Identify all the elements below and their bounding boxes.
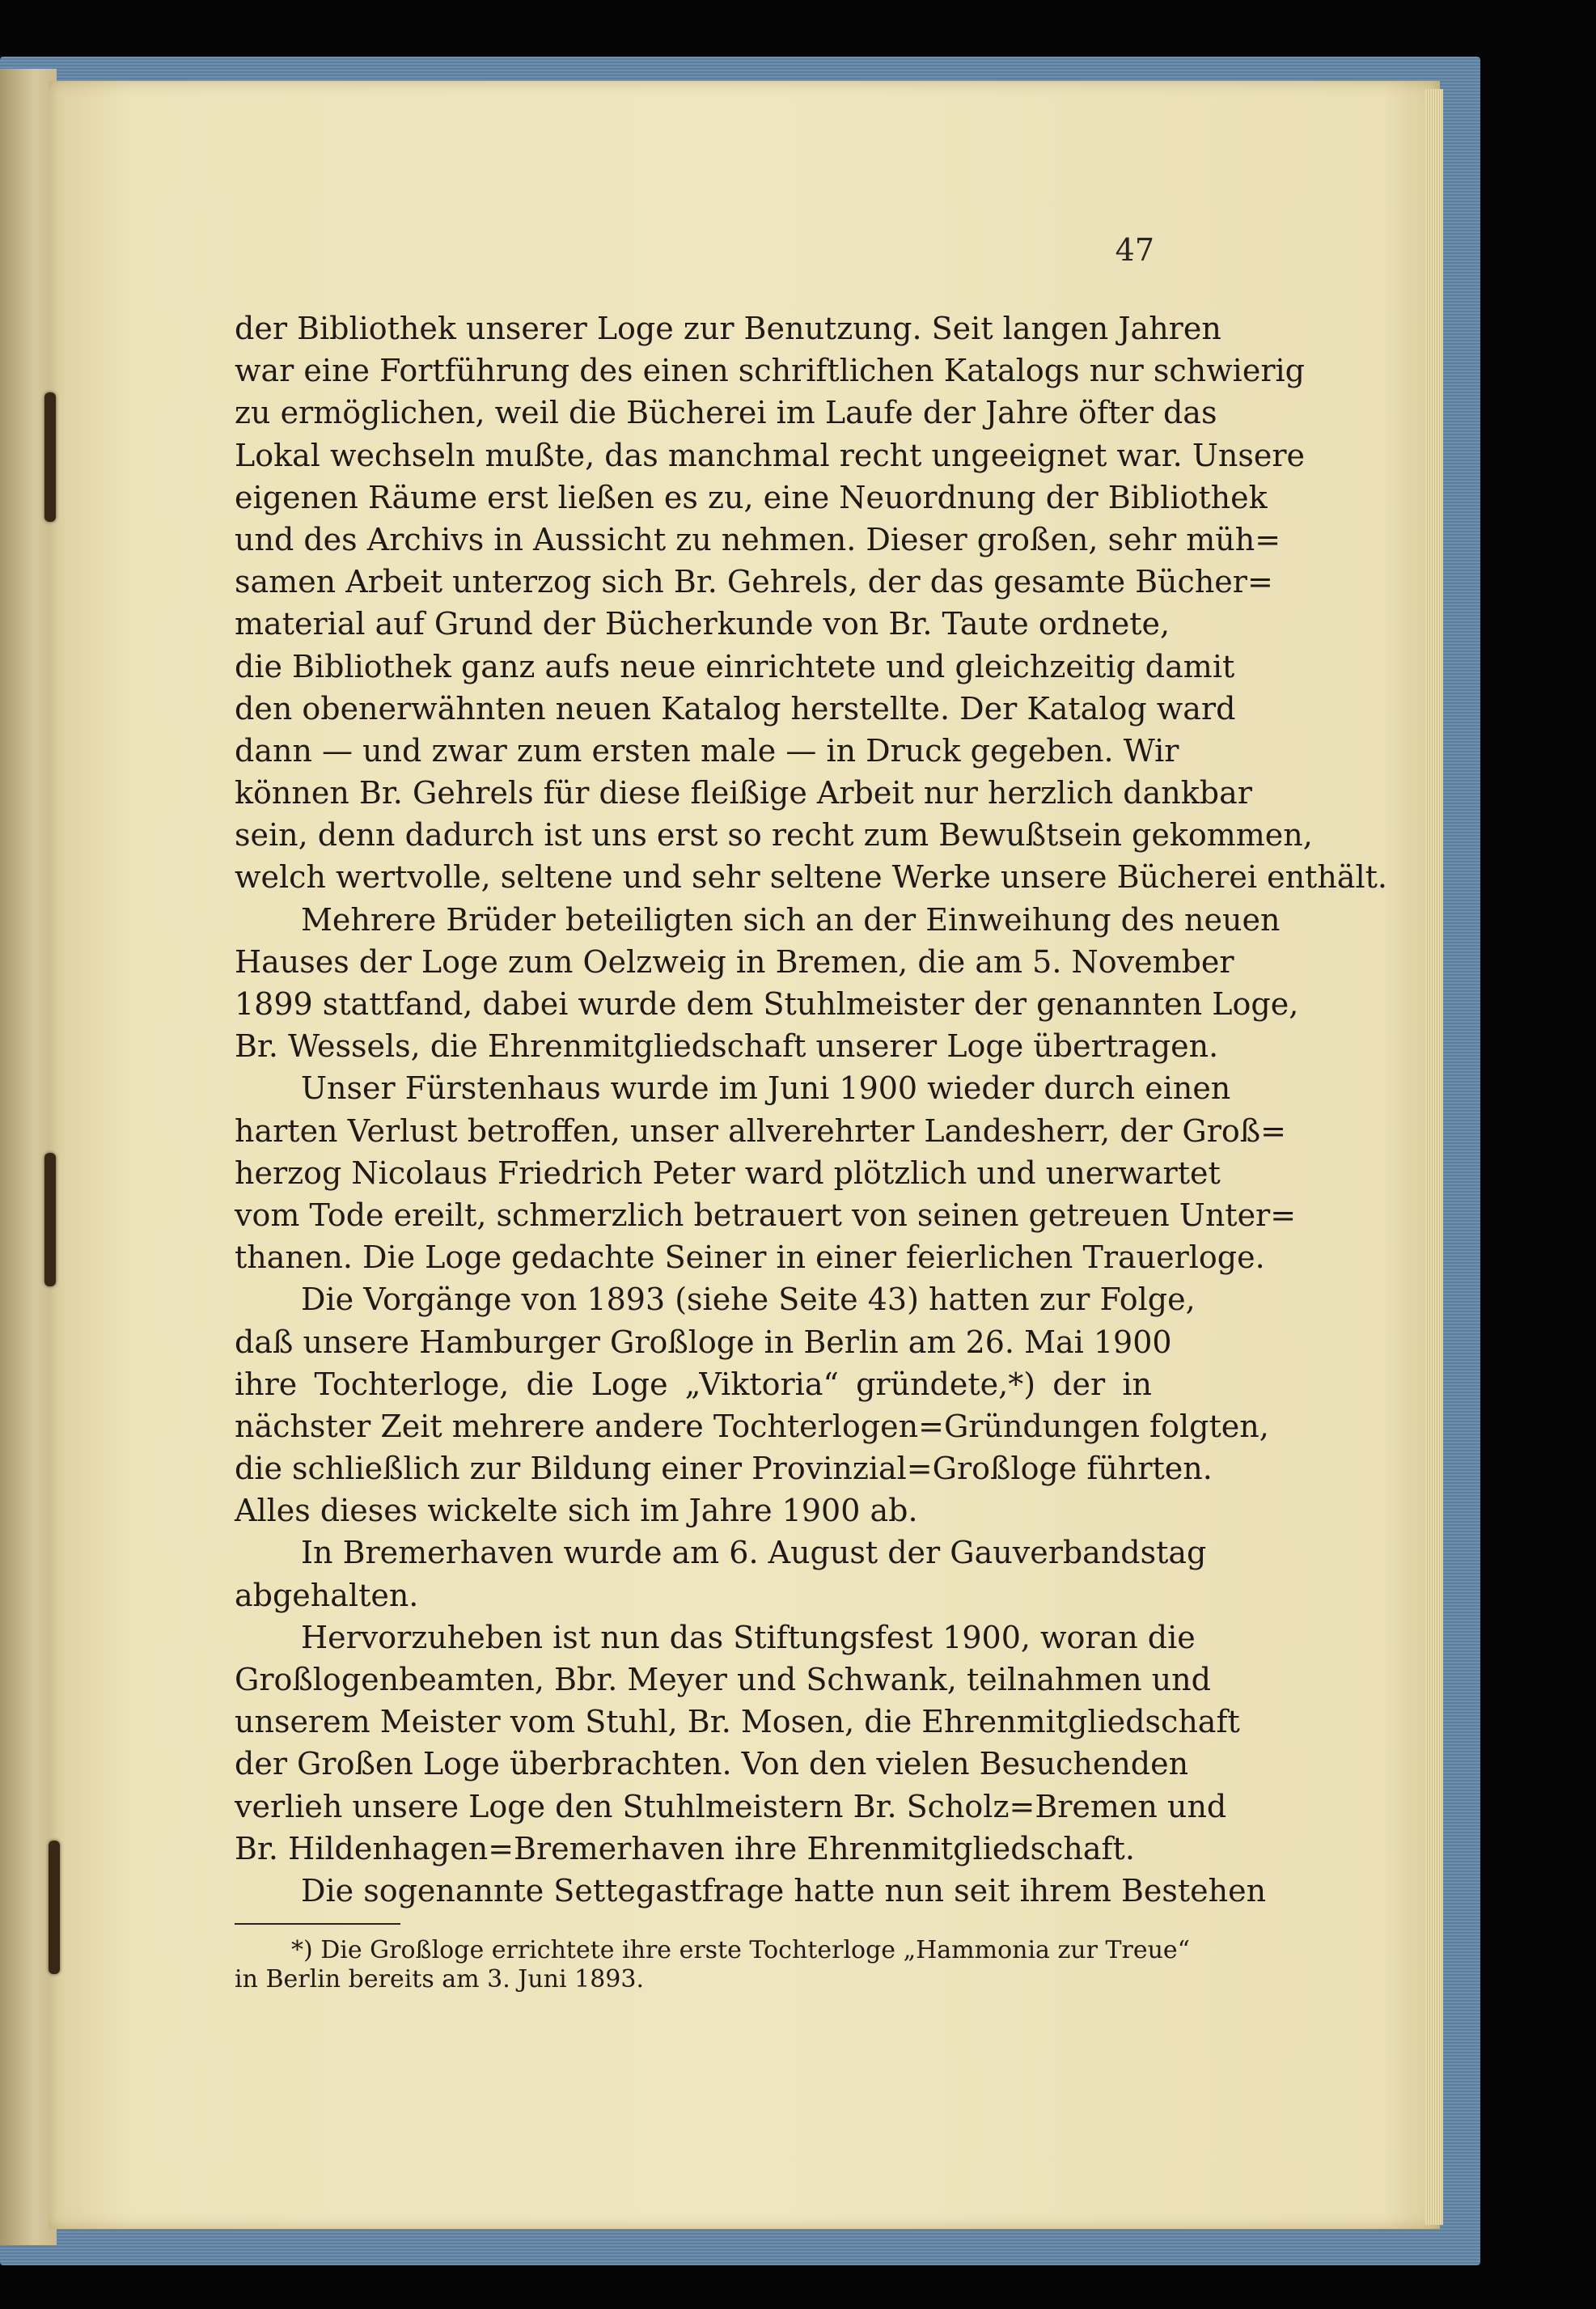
text-line: harten Verlust betroffen, unser allverehrter Landesherr, der Groß= (235, 1112, 1286, 1149)
text-line: samen Arbeit unterzog sich Br. Gehrels, der das gesamte Bücher= (235, 564, 1273, 600)
text-line: die Bibliothek ganz aufs neue einrichtete und gleichzeitig damit (235, 648, 1235, 684)
text-line: thanen. Die Loge gedachte Seiner in einer feierlichen Trauerloge. (235, 1239, 1265, 1276)
text-line: der Bibliothek unserer Loge zur Benutzung. Seit langen Jahren (235, 311, 1221, 346)
text-line: daß unsere Hamburger Großloge in Berlin am 26. Mai 1900 (235, 1324, 1172, 1360)
text-line: dann — und zwar zum ersten male — in Druck gegeben. Wir (235, 732, 1179, 769)
text-line: unserem Meister vom Stuhl, Br. Mosen, die Ehrenmitgliedschaft (235, 1704, 1240, 1740)
text-line: zu ermöglichen, weil die Bücherei im Laufe der Jahre öfter das (235, 395, 1217, 431)
text-line: vom Tode ereilt, schmerzlich betrauert von seinen getreuen Unter= (235, 1197, 1297, 1233)
page-number: 47 (1115, 232, 1154, 268)
page-block-edge (1425, 89, 1443, 2225)
text-line: Großlogenbeamten, Bbr. Meyer und Schwank, teilnahmen und (235, 1662, 1211, 1697)
text-line: Mehrere Brüder beteiligten sich an der Einweihung des neuen (301, 901, 1281, 938)
text-line: der Großen Loge überbrachten. Von den vielen Besuchenden (235, 1746, 1189, 1782)
text-line: welch wertvolle, seltene und sehr seltene Werke unsere Bücherei enthält. (235, 859, 1387, 896)
text-line: sein, denn dadurch ist uns erst so recht zum Bewußtsein gekommen, (235, 817, 1313, 854)
body-text (235, 307, 1387, 1912)
text-line: Hervorzuheben ist nun das Stiftungsfest 1900, woran die (301, 1619, 1196, 1655)
binding-thread (49, 1841, 60, 1974)
text-line: Die Vorgänge von 1893 (siehe Seite 43) hatten zur Folge, (301, 1282, 1196, 1318)
text-line: ihre Tochterloge, die Loge „Viktoria“ gründete,*) der in (235, 1366, 1152, 1402)
footnote-rule (235, 1923, 400, 1925)
text-line: Hauses der Loge zum Oelzweig in Bremen, die am 5. November (235, 943, 1234, 980)
binding-thread (44, 1153, 56, 1286)
footnote-line: *) Die Großloge errichtete ihre erste Tochterloge „Hammonia zur Treue“ (291, 1936, 1190, 1964)
text-line: abgehalten. (235, 1577, 419, 1613)
binding-thread (44, 392, 56, 522)
text-line: 1899 stattfand, dabei wurde dem Stuhlmeister der genannten Loge, (235, 986, 1299, 1022)
footnote-line: in Berlin bereits am 3. Juni 1893. (235, 1965, 644, 1993)
text-line: herzog Nicolaus Friedrich Peter ward plötzlich und unerwartet (235, 1154, 1221, 1191)
text-line: Alles dieses wickelte sich im Jahre 1900 ab. (235, 1493, 918, 1529)
text-line: In Bremerhaven wurde am 6. August der Gauverbandstag (301, 1535, 1207, 1571)
footnote (235, 1936, 1190, 1994)
text-line: nächster Zeit mehrere andere Tochterlogen=Gründungen folgten, (235, 1408, 1269, 1444)
text-line: material auf Grund der Bücherkunde von Br. Taute ordnete, (235, 606, 1171, 642)
text-line: Unser Fürstenhaus wurde im Juni 1900 wieder durch einen (301, 1070, 1231, 1107)
text-line: war eine Fortführung des einen schriftlichen Katalogs nur schwierig (235, 353, 1305, 389)
text-line: Die sogenannte Settegastfrage hatte nun seit ihrem Bestehen (301, 1872, 1267, 1909)
text-line: die schließlich zur Bildung einer Provinzial=Großloge führten. (235, 1451, 1213, 1487)
text-line: Br. Wessels, die Ehrenmitgliedschaft unserer Loge übertragen. (235, 1028, 1219, 1065)
text-line: und des Archivs in Aussicht zu nehmen. Dieser großen, sehr müh= (235, 521, 1281, 557)
text-line: Br. Hildenhagen=Bremerhaven ihre Ehrenmitgliedschaft. (235, 1830, 1135, 1866)
text-line: eigenen Räume erst ließen es zu, eine Neuordnung der Bibliothek (235, 479, 1268, 515)
text-line: verlieh unsere Loge den Stuhlmeistern Br. Scholz=Bremen und (235, 1788, 1227, 1824)
text-line: können Br. Gehrels für diese fleißige Arbeit nur herzlich dankbar (235, 775, 1252, 811)
text-line: den obenerwähnten neuen Katalog herstellte. Der Katalog ward (235, 690, 1236, 727)
text-line: Lokal wechseln mußte, das manchmal recht ungeeignet war. Unsere (235, 437, 1305, 473)
